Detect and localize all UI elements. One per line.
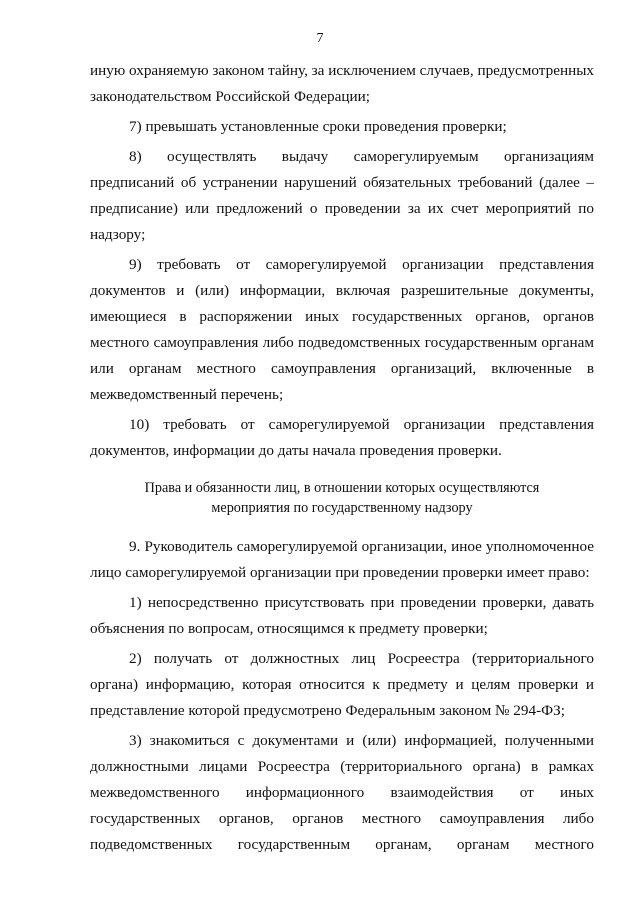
section-heading-line-1: Права и обязанности лиц, в отношении которых осуществляются bbox=[144, 480, 540, 496]
document-body bbox=[90, 58, 594, 862]
paragraph-right-1: 1) непосредственно присутствовать при проведении проверки, давать объяснения по вопросам, относящимся к предмету проверки; bbox=[90, 594, 594, 637]
section-heading-line-2: мероприятия по государственному надзору bbox=[211, 500, 473, 516]
section-heading bbox=[90, 478, 594, 518]
paragraph-right-3: 3) знакомиться с документами и (или) информацией, полученными должностными лицами Росреестра (территориального органа) в рамках межведомственного информационного взаимодействия от иных государственных органов, органов местного самоуправления либо подведомственных государственным органам, органам местного bbox=[90, 732, 594, 853]
paragraph-item-8: 8) осуществлять выдачу саморегулируемым организациям предписаний об устранении нарушений обязательных требований (далее – предписание) или предложений о проведении за их счет мероприятий по надзору; bbox=[90, 148, 594, 243]
paragraph-item-7: 7) превышать установленные сроки проведения проверки; bbox=[129, 118, 507, 135]
page-number: 7 bbox=[316, 31, 324, 46]
paragraph-clause-9: 9. Руководитель саморегулируемой организации, иное уполномоченное лицо саморегулируемой организации при проведении проверки имеет право: bbox=[90, 538, 594, 581]
paragraph-item-9: 9) требовать от саморегулируемой организации представления документов и (или) информации, включая разрешительные документы, имеющиеся в распоряжении иных государственных органов, органов местного самоуправления либо подведомственных государственным органам или органам местного самоуправления организаций, включенные в межведомственный перечень; bbox=[90, 256, 594, 403]
paragraph-continuation: иную охраняемую законом тайну, за исключением случаев, предусмотренных законодательством Российской Федерации; bbox=[90, 62, 594, 105]
paragraph-item-10: 10) требовать от саморегулируемой организации представления документов, информации до даты начала проведения проверки. bbox=[90, 416, 594, 459]
paragraph-right-2: 2) получать от должностных лиц Росреестра (территориального органа) информацию, которая относится к предмету и целям проверки и представление которой предусмотрено Федеральным законом № 294-ФЗ; bbox=[90, 650, 594, 719]
